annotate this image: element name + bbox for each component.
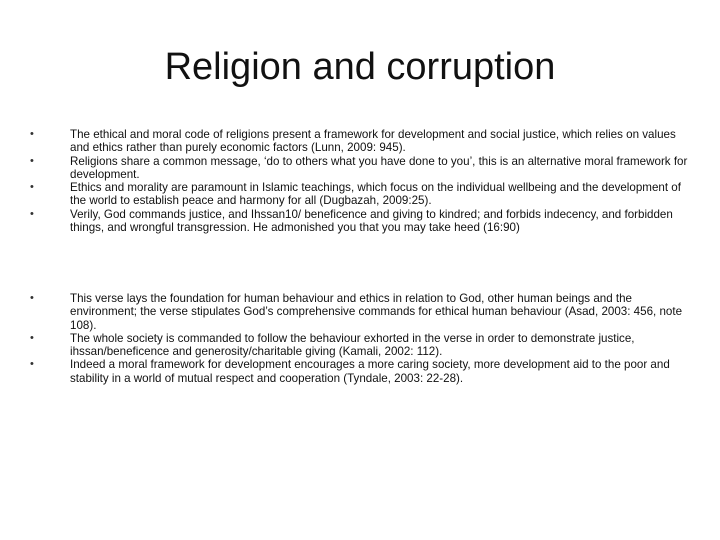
bullet-icon: • xyxy=(30,292,34,304)
bullet-icon: • xyxy=(30,128,34,140)
list-item xyxy=(30,181,690,208)
list-item xyxy=(30,208,690,235)
list-item xyxy=(30,332,690,359)
bullet-text: The whole society is commanded to follow the behaviour exhorted in the verse in order to demonstrate justice, ihssan/beneficence and generosity/charitable giving (Kamali, 2002: 112). xyxy=(70,331,635,359)
list-item xyxy=(30,155,690,182)
bullet-text: The ethical and moral code of religions present a framework for development and social justice, which relies on values and ethics rather than purely economic factors (Lunn, 2009: 945). xyxy=(70,128,676,155)
bullet-icon: • xyxy=(30,181,34,194)
list-item xyxy=(30,128,690,155)
bullet-list-1 xyxy=(30,128,690,234)
list-item xyxy=(30,292,690,332)
bullet-icon: • xyxy=(30,154,34,167)
bullet-text: This verse lays the foundation for human behaviour and ethics in relation to God, other human beings and the environment; the verse stipulates God’s comprehensive commands for ethical human behaviour (Asad, 2003: 456, note 108). xyxy=(70,292,683,332)
bullet-text: Indeed a moral framework for development encourages a more caring society, more development aid to the poor and stability in a world of mutual respect and cooperation (Tyndale, 2003: 22-28). xyxy=(70,358,670,385)
bullet-icon: • xyxy=(30,207,34,220)
bullet-text: Religions share a common message, ‘do to others what you have done to you’, this is an alternative moral framework for development. xyxy=(70,154,688,181)
bullet-text: Ethics and morality are paramount in Islamic teachings, which focus on the individual wellbeing and the development of the world to establish peace and harmony for all (Dugbazah, 2009:25). xyxy=(70,181,681,208)
slide-title: Religion and corruption xyxy=(164,46,556,88)
bullet-list-2 xyxy=(30,292,690,385)
list-item xyxy=(30,358,690,385)
bullet-icon: • xyxy=(30,358,34,371)
bullet-icon: • xyxy=(30,331,34,344)
bullet-text: Verily, God commands justice, and Ihssan10/ beneficence and giving to kindred; and forbids indecency, and forbidden things, and wrongful transgression. He admonished you that you may take heed (16:90) xyxy=(70,207,673,235)
